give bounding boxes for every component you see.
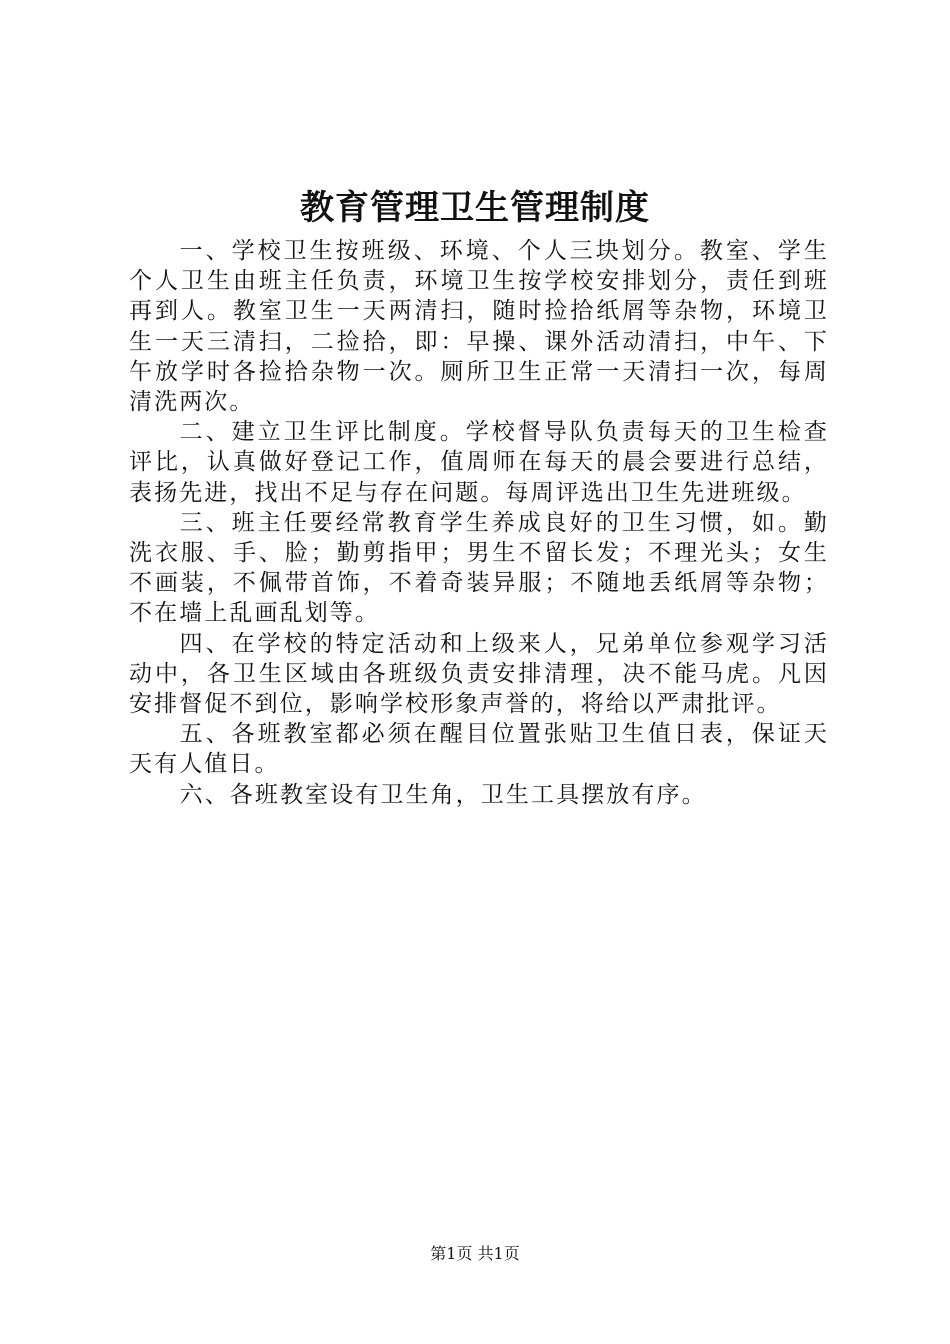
paragraph-6: 六、各班教室设有卫生角，卫生工具摆放有序。	[179, 781, 707, 808]
document-title: 教育管理卫生管理制度	[300, 188, 650, 228]
page-footer: 第1页 共1页	[430, 1244, 520, 1263]
paragraph-2: 二、建立卫生评比制度。学校督导队负责每天的卫生检查评比，认真做好登记工作，值周师在每天的晨会要进行总结，表扬先进，找出不足与存在问题。每周评选出卫生先进班级。	[129, 419, 829, 506]
paragraph-3: 三、班主任要经常教育学生养成良好的卫生习惯，如。勤洗衣服、手、脸；勤剪指甲；男生不留长发；不理光头；女生不画装，不佩带首饰，不着奇装异服；不随地丢纸屑等杂物；不在墙上乱画乱划等。	[129, 509, 829, 627]
document-body	[129, 236, 829, 810]
paragraph-4: 四、在学校的特定活动和上级来人，兄弟单位参观学习活动中，各卫生区域由各班级负责安排清理，决不能马虎。凡因安排督促不到位，影响学校形象声誉的，将给以严肃批评。	[129, 630, 829, 718]
paragraph-5: 五、各班教室都必须在醒目位置张贴卫生值日表，保证天天有人值日。	[129, 721, 829, 778]
paragraph-1: 一、学校卫生按班级、环境、个人三块划分。教室、学生个人卫生由班主任负责，环境卫生按学校安排划分，责任到班再到人。教室卫生一天两清扫，随时捡拾纸屑等杂物，环境卫生一天三清扫，二捡拾，即：早操、课外活动清扫，中午、下午放学时各捡拾杂物一次。厕所卫生正常一天清扫一次，每周清洗两次。	[129, 238, 829, 416]
